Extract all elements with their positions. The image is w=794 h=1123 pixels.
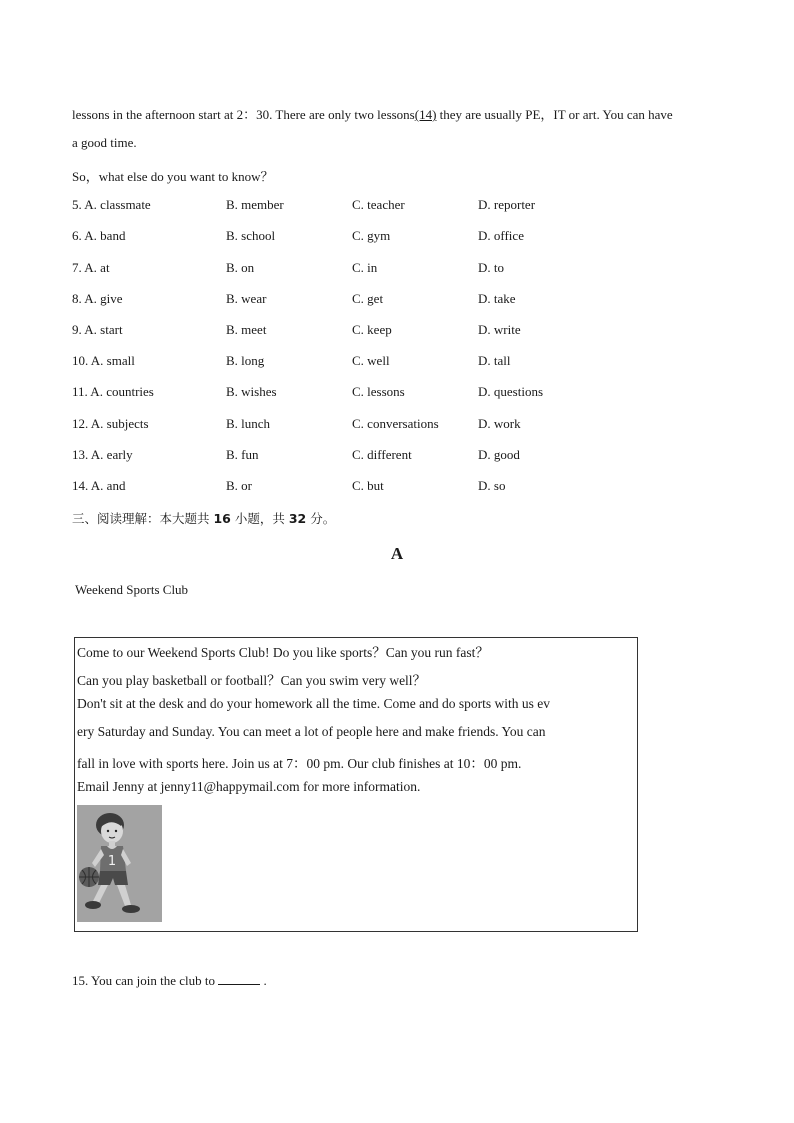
section-middle: 小题，共 [230, 511, 289, 526]
question-end: . [260, 973, 267, 988]
option-row [72, 447, 712, 467]
option-a[interactable]: 5. A. classmate [72, 197, 151, 212]
option-b[interactable]: B. wishes [226, 384, 277, 399]
option-a[interactable]: 9. A. start [72, 322, 123, 337]
option-d[interactable]: D. tall [478, 353, 511, 368]
option-row [72, 384, 712, 404]
option-row [72, 353, 712, 373]
section-score: 32 [288, 511, 307, 526]
option-b[interactable]: B. lunch [226, 416, 271, 431]
option-c[interactable]: C. conversations [352, 416, 439, 431]
jersey-number: 1 [107, 854, 117, 869]
cloze-line-2: a good time. [72, 135, 137, 150]
option-c[interactable]: C. get [352, 291, 384, 306]
option-b[interactable]: B. member [226, 197, 284, 212]
option-d[interactable]: D. write [478, 322, 521, 337]
option-c[interactable]: C. gym [352, 228, 391, 243]
option-c[interactable]: C. different [352, 447, 412, 462]
basketball-boy-picture [77, 805, 162, 922]
answer-blank[interactable] [218, 974, 260, 985]
option-b[interactable]: B. school [226, 228, 276, 243]
section-prefix: 三、阅读理解：本大题共 [72, 511, 214, 526]
option-row [72, 291, 712, 311]
passage-letter: A [390, 544, 404, 563]
option-row [72, 322, 712, 342]
passage-box [74, 637, 638, 932]
option-c[interactable]: C. teacher [352, 197, 405, 212]
cloze-text: lessons in the afternoon start at 2：30. There are only two lessons [72, 107, 415, 122]
option-a[interactable]: 13. A. early [72, 447, 133, 462]
option-c[interactable]: C. in [352, 260, 378, 275]
cloze-text: they are usually PE，IT or art. You can have [436, 107, 673, 122]
option-b[interactable]: B. meet [226, 322, 267, 337]
cloze-line-1 [72, 104, 673, 123]
option-a[interactable]: 7. A. at [72, 260, 110, 275]
option-a[interactable]: 8. A. give [72, 291, 123, 306]
section-suffix: 分。 [306, 511, 336, 526]
passage-line: Don't sit at the desk and do your homework all the time. Come and do sports with us ev [77, 696, 550, 711]
option-row [72, 416, 712, 436]
option-b[interactable]: B. long [226, 353, 265, 368]
option-d[interactable]: D. office [478, 228, 524, 243]
passage-title: Weekend Sports Club [75, 582, 189, 597]
section-header [72, 509, 335, 527]
option-row [72, 197, 712, 217]
option-row [72, 478, 712, 498]
option-a[interactable]: 6. A. band [72, 228, 126, 243]
option-b[interactable]: B. wear [226, 291, 267, 306]
option-row [72, 260, 712, 280]
basketball-player-illustration [77, 805, 162, 922]
option-c[interactable]: C. but [352, 478, 384, 493]
blank-marker-14: (14) [414, 107, 437, 122]
option-d[interactable]: D. take [478, 291, 516, 306]
option-b[interactable]: B. fun [226, 447, 259, 462]
option-d[interactable]: D. work [478, 416, 521, 431]
passage-line: fall in love with sports here. Join us at 7：00 pm. Our club finishes at 10：00 pm. [77, 756, 522, 771]
option-d[interactable]: D. so [478, 478, 506, 493]
passage-line: Can you play basketball or football？Can you swim very well？ [77, 673, 427, 688]
question-15 [72, 973, 267, 989]
option-a[interactable]: 12. A. subjects [72, 416, 149, 431]
passage-line: Come to our Weekend Sports Club! Do you like sports？Can you run fast？ [77, 645, 489, 660]
option-a[interactable]: 10. A. small [72, 353, 135, 368]
option-d[interactable]: D. questions [478, 384, 543, 399]
option-row [72, 228, 712, 248]
option-d[interactable]: D. to [478, 260, 504, 275]
section-count: 16 [213, 511, 231, 526]
option-c[interactable]: C. well [352, 353, 390, 368]
option-d[interactable]: D. reporter [478, 197, 536, 212]
option-c[interactable]: C. lessons [352, 384, 405, 399]
passage-line: ery Saturday and Sunday. You can meet a lot of people here and make friends. You can [77, 724, 546, 739]
option-b[interactable]: B. or [226, 478, 252, 493]
option-a[interactable]: 11. A. countries [72, 384, 154, 399]
passage-line: Email Jenny at jenny11@happymail.com for more information. [77, 779, 421, 794]
cloze-line-3: So，what else do you want to know？ [72, 169, 274, 184]
question-text: 15. You can join the club to [72, 973, 219, 988]
option-a[interactable]: 14. A. and [72, 478, 126, 493]
option-c[interactable]: C. keep [352, 322, 392, 337]
option-b[interactable]: B. on [226, 260, 255, 275]
option-d[interactable]: D. good [478, 447, 520, 462]
